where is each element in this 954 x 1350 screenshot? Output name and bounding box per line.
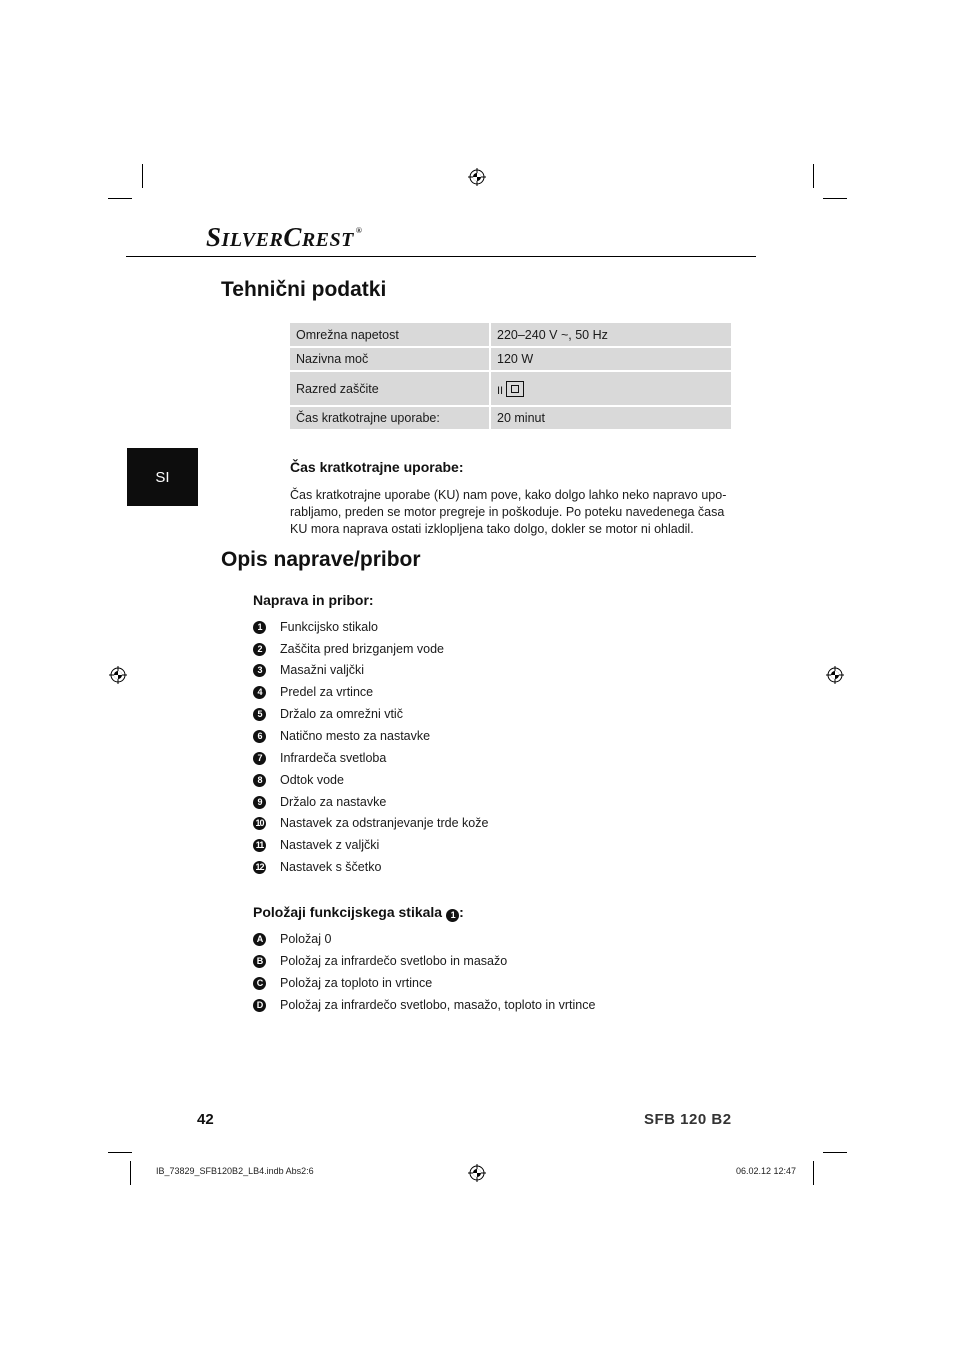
double-square-icon — [506, 381, 524, 397]
number-badge-icon: 4 — [253, 686, 266, 699]
table-cell-label: Čas kratkotrajne uporabe: — [290, 407, 489, 429]
registration-mark-icon — [826, 666, 844, 684]
crop-mark — [813, 1161, 814, 1185]
table-row — [290, 323, 731, 346]
number-badge-icon: 12 — [253, 861, 266, 874]
protection-class-symbol: II — [497, 381, 524, 397]
number-badge-icon: 5 — [253, 708, 266, 721]
switch-positions-heading: Položaji funkcijskega stikala 1 : — [253, 904, 464, 920]
table-row — [290, 348, 731, 370]
list-item: B Položaj za infrardečo svetlobo in masažo — [253, 953, 507, 969]
crop-mark — [130, 1161, 131, 1185]
letter-badge-icon: B — [253, 955, 266, 968]
number-badge-icon: 8 — [253, 774, 266, 787]
list-item: A Položaj 0 — [253, 931, 331, 947]
table-cell-value: 20 minut — [491, 407, 731, 429]
table-cell-label: Nazivna moč — [290, 348, 489, 370]
letter-badge-icon: C — [253, 977, 266, 990]
list-item: 6 Natično mesto za nastavke — [253, 728, 430, 744]
language-tab: SI — [127, 448, 198, 506]
brand-logo: SILVERCREST ® — [206, 222, 363, 252]
table-row — [290, 372, 731, 405]
crop-mark — [823, 198, 847, 199]
short-use-heading: Čas kratkotrajne uporabe: — [290, 459, 464, 475]
list-item: 7 Infrardeča svetloba — [253, 750, 386, 766]
paragraph-line: rabljamo, preden se motor pregreje in poškoduje. Po poteku navedenega časa — [290, 505, 725, 519]
number-badge-icon: 1 — [446, 909, 459, 922]
paragraph-line: Čas kratkotrajne uporabe (KU) nam pove, kako dolgo lahko neko napravo upo- — [290, 488, 727, 502]
list-item: 11 Nastavek z valjčki — [253, 837, 379, 853]
crop-mark — [813, 164, 814, 188]
number-badge-icon: 11 — [253, 839, 266, 852]
table-cell-label: Omrežna napetost — [290, 323, 489, 346]
crop-mark — [142, 164, 143, 188]
crop-mark — [108, 198, 132, 199]
number-badge-icon: 3 — [253, 664, 266, 677]
crop-mark — [823, 1152, 847, 1153]
list-item: 12 Nastavek s ščetko — [253, 859, 381, 875]
number-badge-icon: 1 — [253, 621, 266, 634]
print-slug-date: 06.02.12 12:47 — [736, 1166, 797, 1176]
list-item: C Položaj za toploto in vrtince — [253, 975, 432, 991]
table-cell-value: 120 W — [491, 348, 731, 370]
table-row — [290, 407, 731, 429]
list-item: 10 Nastavek za odstranjevanje trde kože — [253, 815, 488, 831]
print-slug-file: IB_73829_SFB120B2_LB4.indb Abs2:6 — [156, 1166, 314, 1176]
registration-mark-icon — [468, 168, 486, 186]
list-item: 3 Masažni valjčki — [253, 662, 364, 678]
page-number: 42 — [197, 1111, 214, 1128]
number-badge-icon: 9 — [253, 796, 266, 809]
table-cell-value: 220–240 V ~, 50 Hz — [491, 323, 731, 346]
registration-mark-icon — [109, 666, 127, 684]
number-badge-icon: 6 — [253, 730, 266, 743]
list-item: 8 Odtok vode — [253, 772, 344, 788]
crop-mark — [108, 1152, 132, 1153]
list-item: 2 Zaščita pred brizganjem vode — [253, 641, 444, 657]
list-item: 4 Predel za vrtince — [253, 684, 373, 700]
list-item: 1 Funkcijsko stikalo — [253, 619, 378, 635]
paragraph-line: KU mora naprava ostati izklopljena tako dolgo, dokler se motor ni ohladil. — [290, 522, 694, 536]
model-number: SFB 120 B2 — [644, 1111, 732, 1128]
section-title-device-description: Opis naprave/pribor — [221, 548, 421, 571]
parts-heading: Naprava in pribor: — [253, 592, 374, 608]
header-divider — [126, 256, 756, 257]
list-item: D Položaj za infrardečo svetlobo, masažo, toploto in vrtince — [253, 997, 595, 1013]
letter-badge-icon: A — [253, 933, 266, 946]
registration-mark-icon — [468, 1164, 486, 1182]
list-item: 5 Držalo za omrežni vtič — [253, 706, 403, 722]
letter-badge-icon: D — [253, 999, 266, 1012]
table-cell-label: Razred zaščite — [290, 372, 489, 405]
table-cell-value — [491, 372, 731, 405]
number-badge-icon: 2 — [253, 643, 266, 656]
number-badge-icon: 10 — [253, 817, 266, 830]
section-title-technical-data: Tehnični podatki — [221, 278, 387, 301]
list-item: 9 Držalo za nastavke — [253, 794, 386, 810]
number-badge-icon: 7 — [253, 752, 266, 765]
short-use-paragraph — [290, 487, 735, 538]
